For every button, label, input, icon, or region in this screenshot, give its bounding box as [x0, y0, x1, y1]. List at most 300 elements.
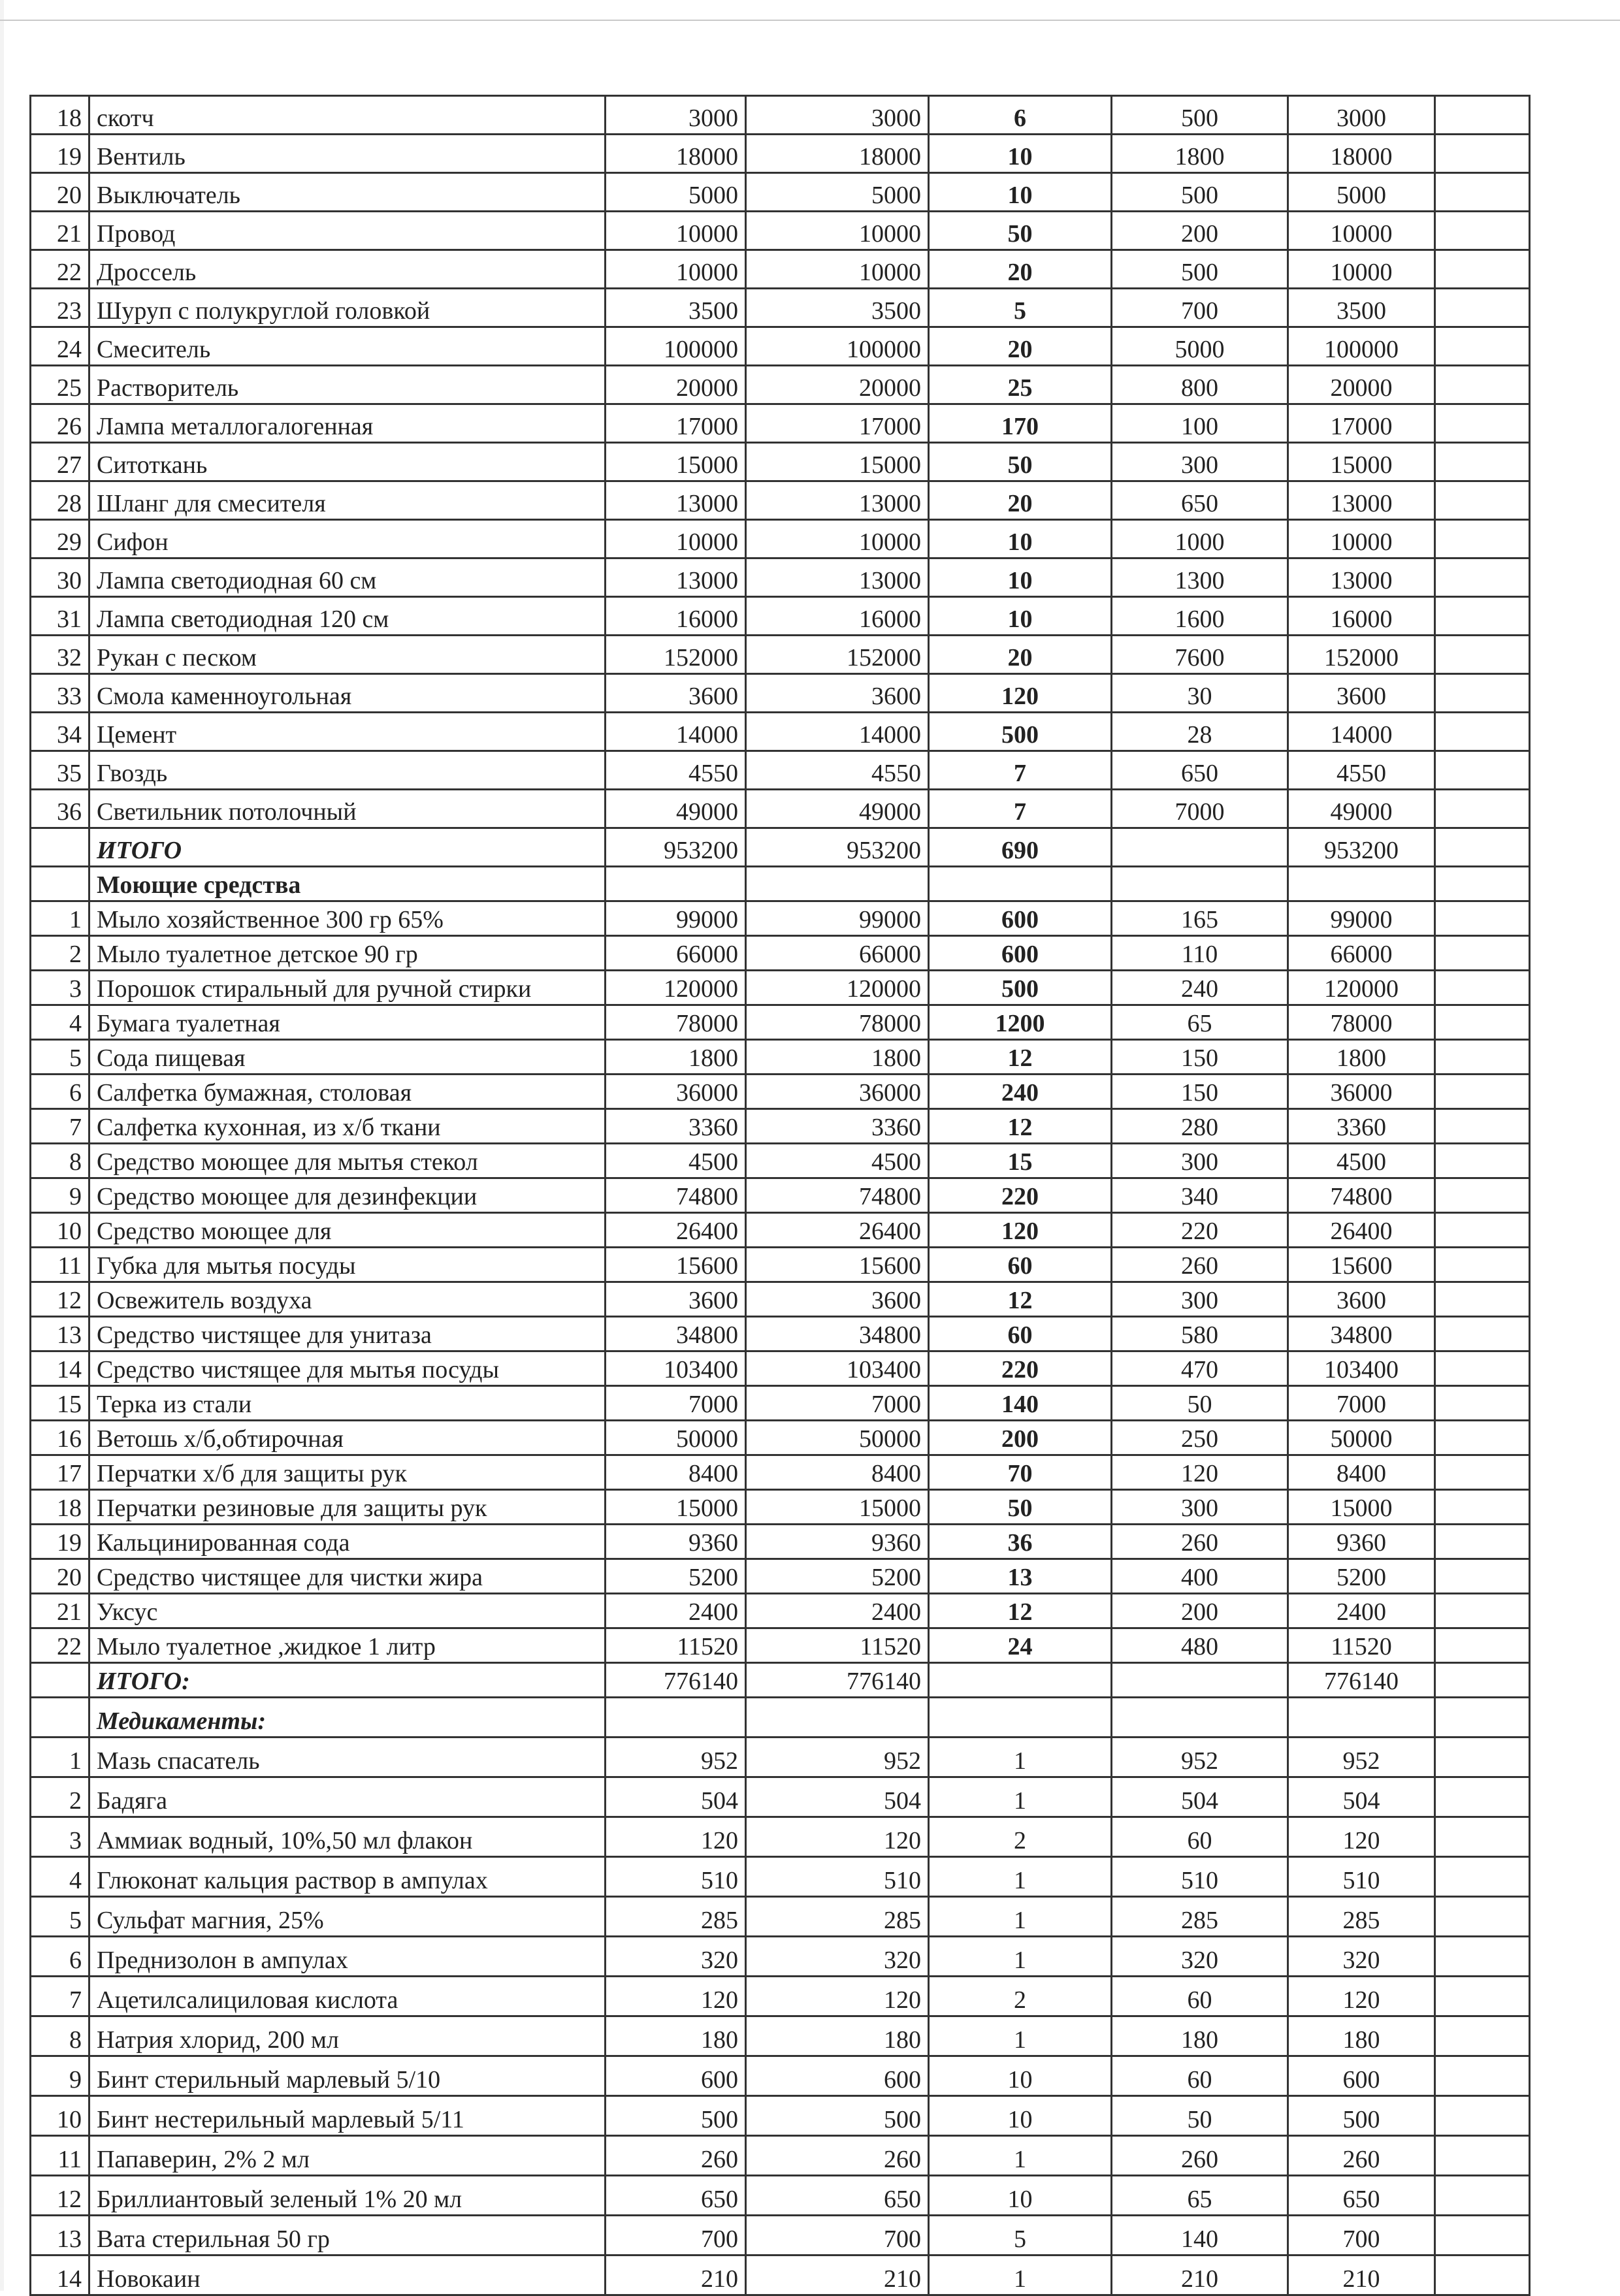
unit-price: 500: [1112, 96, 1288, 135]
empty-cell: [929, 1698, 1112, 1738]
row-number: 3: [31, 1817, 89, 1857]
amount-2: 3600: [746, 674, 929, 713]
total: 8400: [1288, 1455, 1435, 1490]
unit-price: 260: [1112, 1248, 1288, 1282]
quantity: 12: [929, 1282, 1112, 1317]
table-row: [31, 1075, 1530, 1109]
empty-cell: [1435, 1525, 1530, 1559]
amount-2: 15600: [746, 1248, 929, 1282]
table-row: [31, 135, 1530, 173]
unit-price: 470: [1112, 1351, 1288, 1386]
table-row: [31, 2096, 1530, 2136]
item-name: Бадяга: [89, 1777, 606, 1817]
item-name: Средство моющее для дезинфекции: [89, 1178, 606, 1213]
item-name: Гвоздь: [89, 751, 606, 790]
quantity: 70: [929, 1455, 1112, 1490]
amount-1: 49000: [606, 790, 746, 828]
empty-cell: [1435, 1738, 1530, 1777]
total: 120: [1288, 1977, 1435, 2016]
total: 74800: [1288, 1178, 1435, 1213]
amount-2: 500: [746, 2096, 929, 2136]
empty-cell: [1435, 1594, 1530, 1628]
amount-2: 3360: [746, 1109, 929, 1144]
table-row: [31, 1109, 1530, 1144]
empty-cell: [1435, 1248, 1530, 1282]
item-name: Смола каменноугольная: [89, 674, 606, 713]
empty-cell: [1435, 1559, 1530, 1594]
total: 15000: [1288, 443, 1435, 481]
quantity: 200: [929, 1421, 1112, 1455]
table-row: [31, 520, 1530, 558]
total: 49000: [1288, 790, 1435, 828]
total: 103400: [1288, 1351, 1435, 1386]
amount-2: 13000: [746, 481, 929, 520]
empty-cell: [1435, 2016, 1530, 2056]
unit-price: 300: [1112, 443, 1288, 481]
amount-1: 700: [606, 2216, 746, 2256]
quantity: 50: [929, 443, 1112, 481]
row-number: 27: [31, 443, 89, 481]
total: 34800: [1288, 1317, 1435, 1351]
total: 4500: [1288, 1144, 1435, 1178]
amount-1: 4550: [606, 751, 746, 790]
quantity: 10: [929, 2056, 1112, 2096]
amount-1: 180: [606, 2016, 746, 2056]
total: 285: [1288, 1897, 1435, 1937]
unit-price: 150: [1112, 1040, 1288, 1075]
empty-cell: [1435, 674, 1530, 713]
amount-1: 152000: [606, 636, 746, 674]
row-number: 35: [31, 751, 89, 790]
amount-1: 10000: [606, 250, 746, 289]
row-number: 21: [31, 212, 89, 250]
empty-cell: [1435, 1817, 1530, 1857]
quantity: 50: [929, 1490, 1112, 1525]
table-row: [31, 2016, 1530, 2056]
quantity: 220: [929, 1178, 1112, 1213]
total: 650: [1288, 2176, 1435, 2216]
amount-1: 3600: [606, 1282, 746, 1317]
amount-1: 74800: [606, 1178, 746, 1213]
amount-1: 103400: [606, 1351, 746, 1386]
amount-2: 952: [746, 1738, 929, 1777]
amount-2: 14000: [746, 713, 929, 751]
total: 50000: [1288, 1421, 1435, 1455]
item-name: Лампа светодиодная 60 см: [89, 558, 606, 597]
table-row: [31, 1455, 1530, 1490]
item-name: Бриллиантовый зеленый 1% 20 мл: [89, 2176, 606, 2216]
item-name: Аммиак водный, 10%,50 мл флакон: [89, 1817, 606, 1857]
amount-2: 74800: [746, 1178, 929, 1213]
amount-1: 1800: [606, 1040, 746, 1075]
amount-2: 10000: [746, 520, 929, 558]
total: 120000: [1288, 971, 1435, 1005]
quantity: 5: [929, 2216, 1112, 2256]
item-name: Шланг для смесителя: [89, 481, 606, 520]
unit-price: 300: [1112, 1144, 1288, 1178]
table-row: [31, 674, 1530, 713]
item-name: Бинт нестерильный марлевый 5/11: [89, 2096, 606, 2136]
row-number: 15: [31, 1386, 89, 1421]
unit-price: 30: [1112, 674, 1288, 713]
total-quantity: [929, 1663, 1112, 1698]
table-row: [31, 971, 1530, 1005]
row-number: 5: [31, 1040, 89, 1075]
quantity: 170: [929, 404, 1112, 443]
empty-cell: [1435, 443, 1530, 481]
row-number: 16: [31, 1421, 89, 1455]
row-number: 10: [31, 1213, 89, 1248]
quantity: 60: [929, 1248, 1112, 1282]
amount-1: 18000: [606, 135, 746, 173]
quantity: 6: [929, 96, 1112, 135]
quantity: 10: [929, 2176, 1112, 2216]
table-row: [31, 1213, 1530, 1248]
quantity: 600: [929, 901, 1112, 936]
total: 1800: [1288, 1040, 1435, 1075]
amount-1: 36000: [606, 1075, 746, 1109]
item-name: Салфетка бумажная, столовая: [89, 1075, 606, 1109]
unit-price: 100: [1112, 404, 1288, 443]
total: 13000: [1288, 558, 1435, 597]
row-number: 18: [31, 1490, 89, 1525]
table-row: [31, 1248, 1530, 1282]
empty-cell: [1435, 1490, 1530, 1525]
section-title: Моющие средства: [89, 867, 606, 901]
amount-1: 15000: [606, 1490, 746, 1525]
quantity: 20: [929, 481, 1112, 520]
amount-2: 10000: [746, 212, 929, 250]
row-number: 26: [31, 404, 89, 443]
total: 11520: [1288, 1628, 1435, 1663]
total: 66000: [1288, 936, 1435, 971]
empty-cell: [1435, 2216, 1530, 2256]
total: 15600: [1288, 1248, 1435, 1282]
item-name: Мыло туалетное детское 90 гр: [89, 936, 606, 971]
table-row: [31, 2056, 1530, 2096]
row-number: 25: [31, 366, 89, 404]
item-name: Папаверин, 2% 2 мл: [89, 2136, 606, 2176]
table-row: [31, 936, 1530, 971]
amount-2: 99000: [746, 901, 929, 936]
unit-price: 650: [1112, 481, 1288, 520]
amount-2: 18000: [746, 135, 929, 173]
total: 13000: [1288, 481, 1435, 520]
item-name: Средство чистящее для чистки жира: [89, 1559, 606, 1594]
unit-price: 1800: [1112, 135, 1288, 173]
unit-price: 504: [1112, 1777, 1288, 1817]
quantity: 10: [929, 173, 1112, 212]
amount-1: 285: [606, 1897, 746, 1937]
amount-1: 99000: [606, 901, 746, 936]
row-number: 18: [31, 96, 89, 135]
amount-2: 2400: [746, 1594, 929, 1628]
amount-2: 7000: [746, 1386, 929, 1421]
total-quantity: 690: [929, 828, 1112, 867]
unit-price: 500: [1112, 250, 1288, 289]
quantity: 1: [929, 2256, 1112, 2295]
unit-price: 7600: [1112, 636, 1288, 674]
empty-cell: [1435, 867, 1530, 901]
table-row: [31, 327, 1530, 366]
item-name: Уксус: [89, 1594, 606, 1628]
amount-2: 510: [746, 1857, 929, 1897]
total: 3600: [1288, 674, 1435, 713]
quantity: 1200: [929, 1005, 1112, 1040]
unit-price: 952: [1112, 1738, 1288, 1777]
quantity: 240: [929, 1075, 1112, 1109]
unit-price: 800: [1112, 366, 1288, 404]
item-name: Цемент: [89, 713, 606, 751]
row-number: 13: [31, 2216, 89, 2256]
quantity: 25: [929, 366, 1112, 404]
row-number: 9: [31, 1178, 89, 1213]
empty-cell: [1435, 558, 1530, 597]
table-row: [31, 1317, 1530, 1351]
empty-cell: [1435, 1421, 1530, 1455]
total-sum: 776140: [1288, 1663, 1435, 1698]
empty-cell: [1435, 971, 1530, 1005]
row-number: 22: [31, 1628, 89, 1663]
amount-1: 210: [606, 2256, 746, 2295]
amount-2: 9360: [746, 1525, 929, 1559]
item-name: Кальцинированная сода: [89, 1525, 606, 1559]
table-row: [31, 1777, 1530, 1817]
quantity: 5: [929, 289, 1112, 327]
amount-1: 5200: [606, 1559, 746, 1594]
item-name: скотч: [89, 96, 606, 135]
amount-1: 17000: [606, 404, 746, 443]
amount-2: 15000: [746, 443, 929, 481]
quantity: 20: [929, 327, 1112, 366]
amount-1: 11520: [606, 1628, 746, 1663]
table-row: [31, 1178, 1530, 1213]
unit-price: 50: [1112, 2096, 1288, 2136]
empty-cell: [606, 1698, 746, 1738]
total-label: ИТОГО: [89, 828, 606, 867]
total-row: [31, 1663, 1530, 1698]
quantity: 12: [929, 1594, 1112, 1628]
section-title: Медикаменты:: [89, 1698, 606, 1738]
quantity: 7: [929, 751, 1112, 790]
quantity: 120: [929, 674, 1112, 713]
total: 15000: [1288, 1490, 1435, 1525]
empty-cell: [606, 867, 746, 901]
empty-cell: [1435, 713, 1530, 751]
item-name: Терка из стали: [89, 1386, 606, 1421]
empty-cell: [1112, 867, 1288, 901]
empty-cell: [1435, 135, 1530, 173]
table-row: [31, 1594, 1530, 1628]
item-name: Лампа металлогалогенная: [89, 404, 606, 443]
row-number: 24: [31, 327, 89, 366]
unit-price: 140: [1112, 2216, 1288, 2256]
item-name: Преднизолон в ампулах: [89, 1937, 606, 1977]
unit-price: 650: [1112, 751, 1288, 790]
amount-2: 26400: [746, 1213, 929, 1248]
amount-2: 3600: [746, 1282, 929, 1317]
table-row: [31, 1937, 1530, 1977]
amount-2: 504: [746, 1777, 929, 1817]
item-name: Перчатки х/б для защиты рук: [89, 1455, 606, 1490]
empty-cell: [31, 828, 89, 867]
amount-1: 14000: [606, 713, 746, 751]
amount-2: 120: [746, 1817, 929, 1857]
table-row: [31, 1628, 1530, 1663]
item-name: Глюконат кальция раствор в ампулах: [89, 1857, 606, 1897]
amount-2: 15000: [746, 1490, 929, 1525]
amount-2: 103400: [746, 1351, 929, 1386]
amount-2: 1800: [746, 1040, 929, 1075]
quantity: 1: [929, 1777, 1112, 1817]
quantity: 220: [929, 1351, 1112, 1386]
empty-cell: [1435, 481, 1530, 520]
amount-2: 100000: [746, 327, 929, 366]
unit-price: 250: [1112, 1421, 1288, 1455]
row-number: 8: [31, 1144, 89, 1178]
row-number: 6: [31, 1075, 89, 1109]
amount-2: 3000: [746, 96, 929, 135]
total: 3600: [1288, 1282, 1435, 1317]
unit-price: 120: [1112, 1455, 1288, 1490]
total: 510: [1288, 1857, 1435, 1897]
total: 952: [1288, 1738, 1435, 1777]
item-name: Мыло туалетное ,жидкое 1 литр: [89, 1628, 606, 1663]
unit-price: 220: [1112, 1213, 1288, 1248]
amount-2: 78000: [746, 1005, 929, 1040]
total-amount-1: 953200: [606, 828, 746, 867]
unit-price: 500: [1112, 173, 1288, 212]
amount-2: 20000: [746, 366, 929, 404]
amount-2: 66000: [746, 936, 929, 971]
total-row: [31, 828, 1530, 867]
amount-2: 5200: [746, 1559, 929, 1594]
item-name: Ситоткань: [89, 443, 606, 481]
item-name: Бинт стерильный марлевый 5/10: [89, 2056, 606, 2096]
amount-2: 4550: [746, 751, 929, 790]
amount-2: 36000: [746, 1075, 929, 1109]
item-name: Шуруп с полукруглой головкой: [89, 289, 606, 327]
item-name: Бумага туалетная: [89, 1005, 606, 1040]
table-row: [31, 404, 1530, 443]
empty-cell: [1435, 250, 1530, 289]
item-name: Средство чистящее для унитаза: [89, 1317, 606, 1351]
empty-cell: [1435, 1075, 1530, 1109]
row-number: 11: [31, 1248, 89, 1282]
empty-cell: [1435, 212, 1530, 250]
unit-price: 320: [1112, 1937, 1288, 1977]
item-name: Натрия хлорид, 200 мл: [89, 2016, 606, 2056]
row-number: 4: [31, 1005, 89, 1040]
unit-price: 60: [1112, 1817, 1288, 1857]
amount-1: 16000: [606, 597, 746, 636]
table-row: [31, 751, 1530, 790]
unit-price: 60: [1112, 1977, 1288, 2016]
amount-2: 17000: [746, 404, 929, 443]
empty-cell: [1435, 790, 1530, 828]
empty-cell: [1435, 636, 1530, 674]
empty-cell: [1435, 2176, 1530, 2216]
row-number: 14: [31, 1351, 89, 1386]
empty-cell: [746, 867, 929, 901]
unit-price: 400: [1112, 1559, 1288, 1594]
quantity: 50: [929, 212, 1112, 250]
amount-2: 16000: [746, 597, 929, 636]
item-name: Рукан с песком: [89, 636, 606, 674]
amount-1: 7000: [606, 1386, 746, 1421]
empty-cell: [1435, 1213, 1530, 1248]
unit-price: 1300: [1112, 558, 1288, 597]
row-number: 19: [31, 135, 89, 173]
item-name: Перчатки резиновые для защиты рук: [89, 1490, 606, 1525]
amount-1: 8400: [606, 1455, 746, 1490]
quantity: 12: [929, 1109, 1112, 1144]
quantity: 10: [929, 2096, 1112, 2136]
empty-cell: [1112, 1663, 1288, 1698]
row-number: 23: [31, 289, 89, 327]
empty-cell: [1435, 2136, 1530, 2176]
total: 100000: [1288, 327, 1435, 366]
unit-price: 200: [1112, 212, 1288, 250]
unit-price: 300: [1112, 1490, 1288, 1525]
empty-cell: [1435, 1663, 1530, 1698]
table-row: [31, 636, 1530, 674]
empty-cell: [1435, 173, 1530, 212]
empty-cell: [1435, 1317, 1530, 1351]
item-name: Ветошь х/б,обтирочная: [89, 1421, 606, 1455]
item-name: Мазь спасатель: [89, 1738, 606, 1777]
item-name: Сульфат магния, 25%: [89, 1897, 606, 1937]
amount-1: 13000: [606, 558, 746, 597]
amount-1: 120: [606, 1817, 746, 1857]
empty-cell: [1435, 901, 1530, 936]
table-row: [31, 481, 1530, 520]
unit-price: 5000: [1112, 327, 1288, 366]
amount-2: 120: [746, 1977, 929, 2016]
quantity: 36: [929, 1525, 1112, 1559]
amount-2: 700: [746, 2216, 929, 2256]
scan-edge: [0, 0, 4, 2291]
amount-1: 2400: [606, 1594, 746, 1628]
empty-cell: [1288, 1698, 1435, 1738]
amount-1: 34800: [606, 1317, 746, 1351]
amount-1: 20000: [606, 366, 746, 404]
unit-price: 260: [1112, 2136, 1288, 2176]
total: 260: [1288, 2136, 1435, 2176]
amount-1: 26400: [606, 1213, 746, 1248]
table-row: [31, 597, 1530, 636]
item-name: Ацетилсалициловая кислота: [89, 1977, 606, 2016]
quantity: 10: [929, 597, 1112, 636]
amount-2: 260: [746, 2136, 929, 2176]
table-body: [31, 96, 1530, 2295]
total-amount-1: 776140: [606, 1663, 746, 1698]
quantity: 20: [929, 636, 1112, 674]
row-number: 4: [31, 1857, 89, 1897]
total-label: ИТОГО:: [89, 1663, 606, 1698]
amount-2: 5000: [746, 173, 929, 212]
total: 10000: [1288, 250, 1435, 289]
table-row: [31, 2176, 1530, 2216]
unit-price: 1000: [1112, 520, 1288, 558]
table-row: [31, 366, 1530, 404]
amount-1: 320: [606, 1937, 746, 1977]
quantity: 7: [929, 790, 1112, 828]
unit-price: 260: [1112, 1525, 1288, 1559]
row-number: 6: [31, 1937, 89, 1977]
empty-cell: [1112, 1698, 1288, 1738]
item-name: Растворитель: [89, 366, 606, 404]
